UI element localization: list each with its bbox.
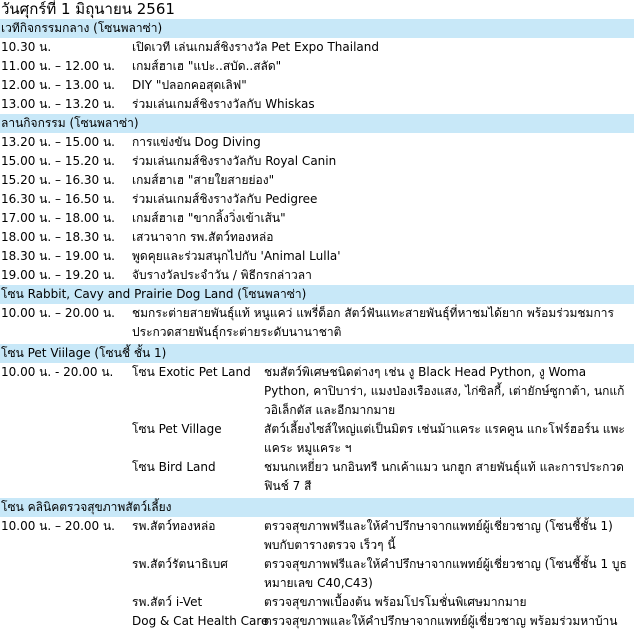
clinic-cell: รพ.สัตว์รัตนาธิเบศ [132, 557, 228, 571]
zone-cell: โซน Bird Land [132, 460, 216, 474]
time-cell: 11.00 น. – 12.00 น. [1, 59, 115, 73]
activity-cell: เสวนาจาก รพ.สัตว์ทองหล่อ [132, 230, 274, 244]
activity-cell: ตรวจสุขภาพและให้คำปรึกษาจากแพทย์ผู้เชี่ยวชาญ พร้อมร่วมหาบ้าน [264, 614, 618, 628]
time-cell: 10.00 น. - 20.00 น. [1, 365, 114, 379]
time-cell: 16.30 น. – 16.50 น. [1, 192, 115, 206]
schedule-row [0, 209, 634, 228]
activity-cell: เกมส์ฮาเฮ "ขากลิ้งวิ่งเข้าเส้น" [132, 211, 286, 225]
schedule-row [0, 133, 634, 152]
time-cell: 18.00 น. – 18.30 น. [1, 230, 115, 244]
zone-row [0, 420, 634, 458]
section-header-rabbit-land: โซน Rabbit, Cavy and Prairie Dog Land (โซนพลาซ่า) [0, 285, 634, 304]
activity-cell: สัตว์เลี้ยงไซส์ใหญ่แต่เป็นมิตร เช่นม้าแคระ แรคคูน แกะโฟร์ฮอร์น แพะแคระ หมูแคระ ฯ [264, 422, 625, 455]
activity-cell: จับรางวัลประจำวัน / พิธีกรกล่าวลา [132, 268, 312, 282]
activity-cell: DIY "ปลอกคอสุดเลิฟ" [132, 78, 247, 92]
time-cell: 15.00 น. – 15.20 น. [1, 154, 115, 168]
clinic-cell: Dog & Cat Health Care [132, 614, 269, 628]
activity-cell: ชมนกเหยี่ยว นกอินทรี นกเค้าแมว นกฮูก สายพันธุ์แท้ และการประกวดฟินช์ 7 สี [264, 460, 624, 493]
activity-cell: ร่วมเล่นเกมส์ชิงรางวัลกับ Pedigree [132, 192, 318, 206]
section-header-pet-clinic: โซน คลินิคตรวจสุขภาพสัตว์เลี้ยง [0, 498, 634, 517]
schedule-row [0, 228, 634, 247]
date-title: วันศุกร์ที่ 1 มิถุนายน 2561 [1, 0, 175, 18]
activity-cell: ชมสัตว์พิเศษชนิดต่างๆ เช่น งู Black Head Python, งู Woma Python, คาปิบาร่า, แมงป่องเรืองแสง, ไก่ซิลกี้, เต่ายักษ์ซูกาต้า, นกแก้วอิเล็กตัส และอีกมากมาย [264, 365, 625, 417]
schedule-row [0, 266, 634, 285]
section-header-activity-area: ลานกิจกรรม (โซนพลาซ่า) [0, 114, 634, 133]
clinic-row [0, 593, 634, 612]
activity-cell: เกมส์ฮาเฮ "สายใยสายย่อง" [132, 173, 275, 187]
zone-cell: โซน Pet Village [132, 422, 222, 436]
schedule-row [0, 171, 634, 190]
time-cell: 10.00 น. – 20.00 น. [1, 519, 115, 533]
time-cell: 18.30 น. – 19.00 น. [1, 249, 115, 263]
zone-row [0, 458, 634, 498]
pet-village-block [0, 363, 634, 498]
activity-cell: ชมกระต่ายสายพันธุ์แท้ หนูแคว่ แพรี่ด็อก สัตว์ฟันแทะสายพันธุ์ที่หาชมได้ยาก พร้อมร่วมชมการประกวดสายพันธุ์กระต่ายระดับนานาชาติ [132, 306, 614, 339]
schedule-row [0, 95, 634, 114]
activity-cell: การแข่งขัน Dog Diving [132, 135, 261, 149]
activity-cell: เปิดเวที เล่นเกมส์ชิงรางวัล Pet Expo Thailand [132, 40, 379, 54]
clinic-block [0, 517, 634, 631]
activity-cell: เกมส์ฮาเฮ "แปะ..สบัด..สลัด" [132, 59, 282, 73]
activity-cell: ตรวจสุขภาพเบื้องต้น พร้อมโปรโมชั่นพิเศษมากมาย [264, 595, 527, 609]
schedule-row [0, 304, 634, 344]
clinic-cell: รพ.สัตว์ i-Vet [132, 595, 203, 609]
time-cell: 10.30 น. [1, 40, 52, 54]
schedule-row [0, 57, 634, 76]
zone-row [0, 363, 634, 420]
activity-cell: ร่วมเล่นเกมส์ชิงรางวัลกับ Whiskas [132, 97, 315, 111]
schedule-row [0, 152, 634, 171]
time-cell: 12.00 น. – 13.00 น. [1, 78, 115, 92]
time-cell: 15.20 น. – 16.30 น. [1, 173, 115, 187]
section-header-pet-village: โซน Pet Viilage (โซนชี้ ชั้น 1) [0, 344, 634, 363]
clinic-cell: รพ.สัตว์ทองหล่อ [132, 519, 216, 533]
activity-cell: พูดคุยและร่วมสนุกไปกับ 'Animal Lulla' [132, 249, 341, 263]
activity-cell: ตรวจสุขภาพฟรีและให้คำปรึกษาจากแพทย์ผู้เชี่ยวชาญ (โซนชี้ชั้น 1 บูธหมายเลข C40,C43) [264, 557, 627, 590]
time-cell: 17.00 น. – 18.00 น. [1, 211, 115, 225]
activity-cell: ร่วมเล่นเกมส์ชิงรางวัลกับ Royal Canin [132, 154, 337, 168]
time-cell: 13.20 น. – 15.00 น. [1, 135, 115, 149]
time-cell: 10.00 น. – 20.00 น. [1, 306, 115, 320]
time-cell: 13.00 น. – 13.20 น. [1, 97, 115, 111]
clinic-row [0, 555, 634, 593]
clinic-row [0, 517, 634, 555]
schedule-row [0, 190, 634, 209]
time-cell: 19.00 น. – 19.20 น. [1, 268, 115, 282]
activity-cell: ตรวจสุขภาพฟรีและให้คำปรึกษาจากแพทย์ผู้เชี่ยวชาญ (โซนชี้ชั้น 1) พบกับตารางตรวจ เร็วๆ นี้ [264, 519, 613, 552]
zone-cell: โซน Exotic Pet Land [132, 365, 251, 379]
schedule-row [0, 38, 634, 57]
schedule-row [0, 247, 634, 266]
schedule-row [0, 76, 634, 95]
section-header-main-stage: เวทีกิจกรรมกลาง (โซนพลาซ่า) [0, 19, 634, 38]
